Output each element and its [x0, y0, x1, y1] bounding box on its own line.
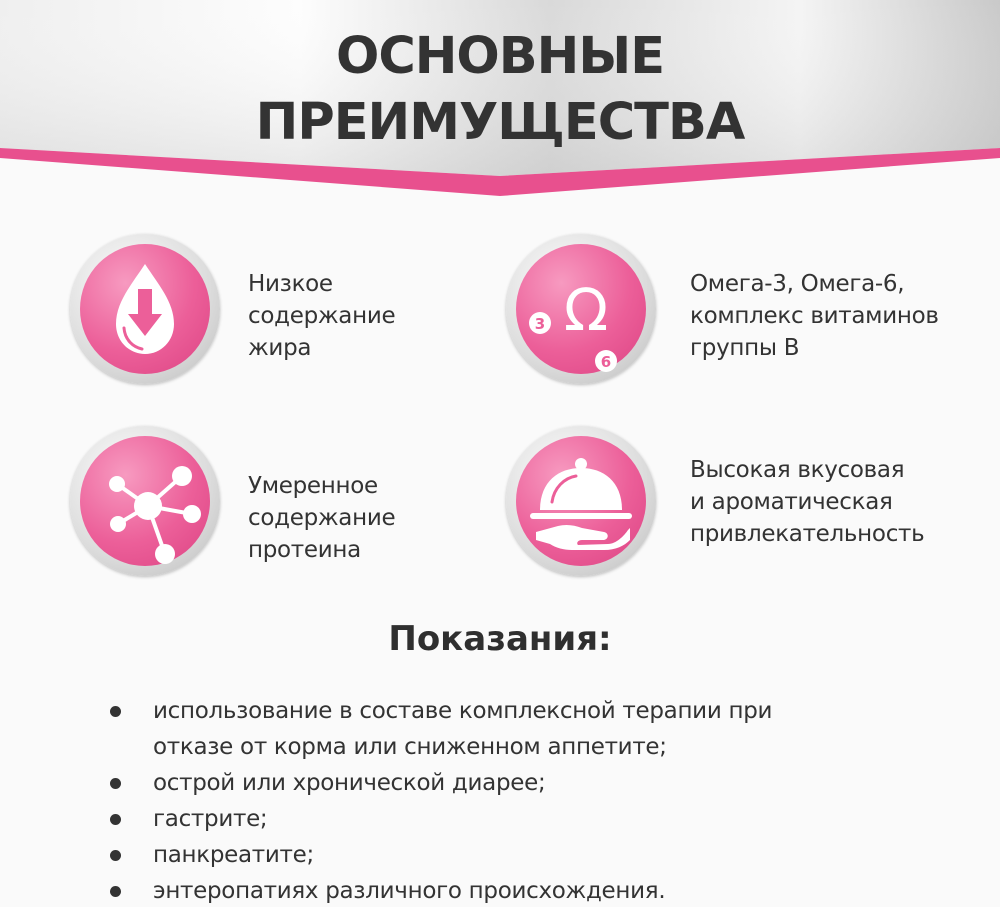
title-line-2: ПРЕИМУЩЕСТВА: [255, 93, 745, 152]
benefit-label: Умеренное содержание протеина: [248, 473, 396, 563]
benefit-badge: [70, 426, 220, 576]
omega-symbol: Ω: [563, 276, 609, 344]
benefit-badge: [506, 426, 656, 576]
benefit-label: Высокая вкусовая и ароматическая привлекательность: [690, 457, 925, 547]
title-line-1: ОСНОВНЫЕ: [335, 27, 665, 86]
benefit-label: Низкое содержание жира: [248, 271, 396, 361]
omega-6-label: 6: [600, 353, 612, 371]
omega-3-label: 3: [534, 315, 546, 333]
list-item: энтеропатиях различного происхождения.: [105, 873, 945, 907]
header-banner: [0, 0, 1000, 200]
benefit-label: Омега-3, Омега-6, комплекс витаминов группы В: [690, 271, 939, 361]
bullet-icon: [110, 886, 121, 897]
indications-title: Показания:: [388, 619, 612, 659]
molecule-icon: [80, 436, 210, 566]
bullet-icon: [110, 706, 121, 717]
list-item: острой или хронической диарее;: [105, 765, 945, 801]
bullet-icon: [110, 778, 121, 789]
serving-cloche-icon: [516, 436, 646, 566]
benefit-badge: [70, 234, 220, 384]
list-item: использование в составе комплексной терапии при отказе от корма или сниженном аппетите;: [105, 693, 945, 765]
omega-icon: [516, 244, 646, 374]
page-title: [0, 24, 1000, 156]
list-item: гастрите;: [105, 801, 945, 837]
list-item: панкреатите;: [105, 837, 945, 873]
bullet-icon: [110, 850, 121, 861]
indications-list: [105, 693, 945, 907]
bullet-icon: [110, 814, 121, 825]
benefit-badge: [506, 234, 656, 384]
drop-down-arrow-icon: [80, 244, 210, 374]
